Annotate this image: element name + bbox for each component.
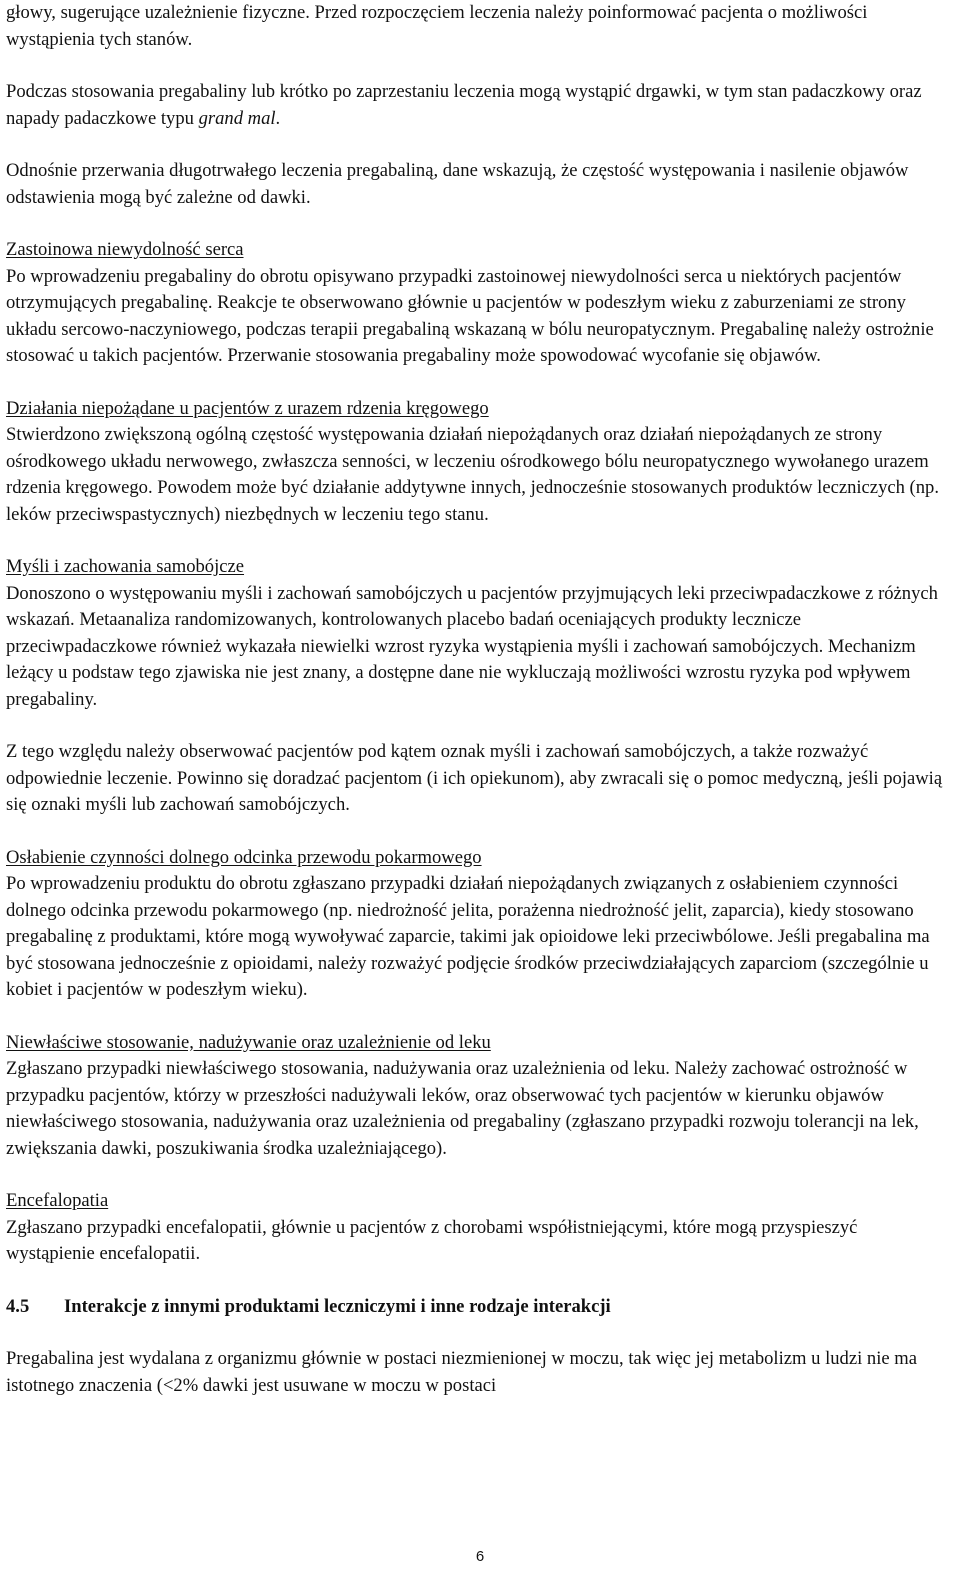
body-spinal-cord: Stwierdzono zwiększoną ogólną częstość występowania działań niepożądanych oraz działań niepożądanych ze strony ośrodkowego układu nerwowego, zwłaszcza senności, w leczeniu ośrodkowego bólu neuropatycznego wywołanego urazem rdzenia kręgowego. Powodem może być działanie addytywne innych, jednocześnie stosowanych produktów leczniczych (np. leków przeciwspastycznych) niezbędnych w leczeniu tego stanu.: [6, 424, 939, 525]
paragraph-seizures-end: .: [275, 107, 281, 129]
section-4-5-title: [6, 1294, 950, 1321]
body-encephalopathy: Zgłaszano przypadki encefalopatii, głównie u pacjentów z chorobami współistniejącymi, które mogą przyspieszyć wystąpienie encefalopatii.: [6, 1216, 858, 1264]
heading-misuse: Niewłaściwe stosowanie, nadużywanie oraz uzależnienie od leku: [6, 1031, 491, 1053]
section-suicidal: [6, 554, 950, 713]
section-misuse: [6, 1030, 950, 1163]
body-misuse: Zgłaszano przypadki niewłaściwego stosowania, nadużywania oraz uzależnienia od leku. Należy zachować ostrożność w przypadku pacjentów, którzy w przeszłości nadużywali leków, oraz obserwować tych pacjentów w kierunku objawów niewłaściwego stosowania, nadużywania oraz uzależnienia od pregabaliny (zgłaszano przypadki rozwoju tolerancji na lek, zwiększania dawki, poszukiwania środka uzależniającego).: [6, 1058, 919, 1159]
heading-spinal-cord: Działania niepożądane u pacjentów z urazem rdzenia kręgowego: [6, 397, 489, 419]
section-encephalopathy: [6, 1188, 950, 1268]
section-4-5-number: 4.5: [6, 1295, 30, 1317]
section-4-5-heading: Interakcje z innymi produktami leczniczymi i inne rodzaje interakcji: [64, 1295, 611, 1317]
body-suicidal-observation: Z tego względu należy obserwować pacjentów pod kątem oznak myśli i zachowań samobójczych, a także rozważyć odpowiednie leczenie. Powinno się doradzać pacjentom (i ich opiekunom), aby zwracali się o pomoc medyczną, jeśli pojawią się oznaki myśli lub zachowań samobójczych.: [6, 741, 943, 815]
paragraph-withdrawal-info: głowy, sugerujące uzależnienie fizyczne. Przed rozpoczęciem leczenia należy poinformować pacjenta o możliwości wystąpienia tych stanów.: [6, 2, 868, 50]
section-heart-failure: [6, 237, 950, 370]
section-gi: [6, 845, 950, 1004]
paragraph-seizures-italic: grand mal: [198, 107, 276, 129]
body-gi: Po wprowadzeniu produktu do obrotu zgłaszano przypadki działań niepożądanych związanych z osłabieniem czynności dolnego odcinka przewodu pokarmowego (np. niedrożność jelita, porażenna niedrożność jelit, zaparcia), kiedy stosowano pregabalinę z produktami, które mogą wywoływać zaparcie, takimi jak opioidowe leki przeciwbólowe. Jeśli pregabalina ma być stosowana jednocześnie z opioidami, należy rozważyć podjęcie środków przeciwdziałających zaparciom (szczególnie u kobiet i pacjentów w podeszłym wieku).: [6, 873, 930, 1000]
heading-suicidal: Myśli i zachowania samobójcze: [6, 556, 245, 577]
paragraph-long-term: Odnośnie przerwania długotrwałego leczenia pregabaliną, dane wskazują, że częstość występowania i nasilenie objawów odstawienia mogą być zależne od dawki.: [6, 160, 909, 208]
paragraph-seizures-text: Podczas stosowania pregabaliny lub krótko po zaprzestaniu leczenia mogą wystąpić drgawki, w tym stan padaczkowy oraz napady padaczkowe typu: [6, 81, 922, 129]
section-4-5-body: Pregabalina jest wydalana z organizmu głównie w postaci niezmienionej w moczu, tak więc jej metabolizm u ludzi nie ma istotnego znaczenia (<2% dawki jest usuwane w moczu w postaci: [6, 1348, 917, 1396]
section-spinal-cord: [6, 396, 950, 529]
heading-gi: Osłabienie czynności dolnego odcinka przewodu pokarmowego: [6, 846, 482, 868]
document-body: [6, 0, 950, 1399]
body-suicidal: Donoszono o występowaniu myśli i zachowań samobójczych u pacjentów przyjmujących leki przeciwpadaczkowe z różnych wskazań. Metaanaliza randomizowanych, kontrolowanych placebo badań oceniających produkty lecznicze przeciwpadaczkowe również wykazała niewielki wzrost ryzyka wystąpienia myśli i zachowań samobójczych. Mechanizm leżący u podstaw tego zjawiska nie jest znany, a dostępne dane nie wykluczają możliwości wzrostu ryzyka pod wpływem pregabaliny.: [6, 582, 938, 710]
page-number: 6: [475, 1548, 485, 1565]
paragraph-seizures: [6, 79, 950, 132]
heading-encephalopathy: Encefalopatia: [6, 1190, 109, 1211]
heading-heart-failure: Zastoinowa niewydolność serca: [6, 239, 244, 260]
body-heart-failure: Po wprowadzeniu pregabaliny do obrotu opisywano przypadki zastoinowej niewydolności serca u niektórych pacjentów otrzymujących pregabalinę. Reakcje te obserwowano głównie u pacjentów w podeszłym wieku z zaburzeniami ze strony układu sercowo-naczyniowego, podczas terapii pregabaliną wskazaną w bólu neuropatycznym. Pregabalinę należy ostrożnie stosować u takich pacjentów. Przerwanie stosowania pregabaliny może spowodować wycofanie się objawów.: [6, 265, 934, 366]
